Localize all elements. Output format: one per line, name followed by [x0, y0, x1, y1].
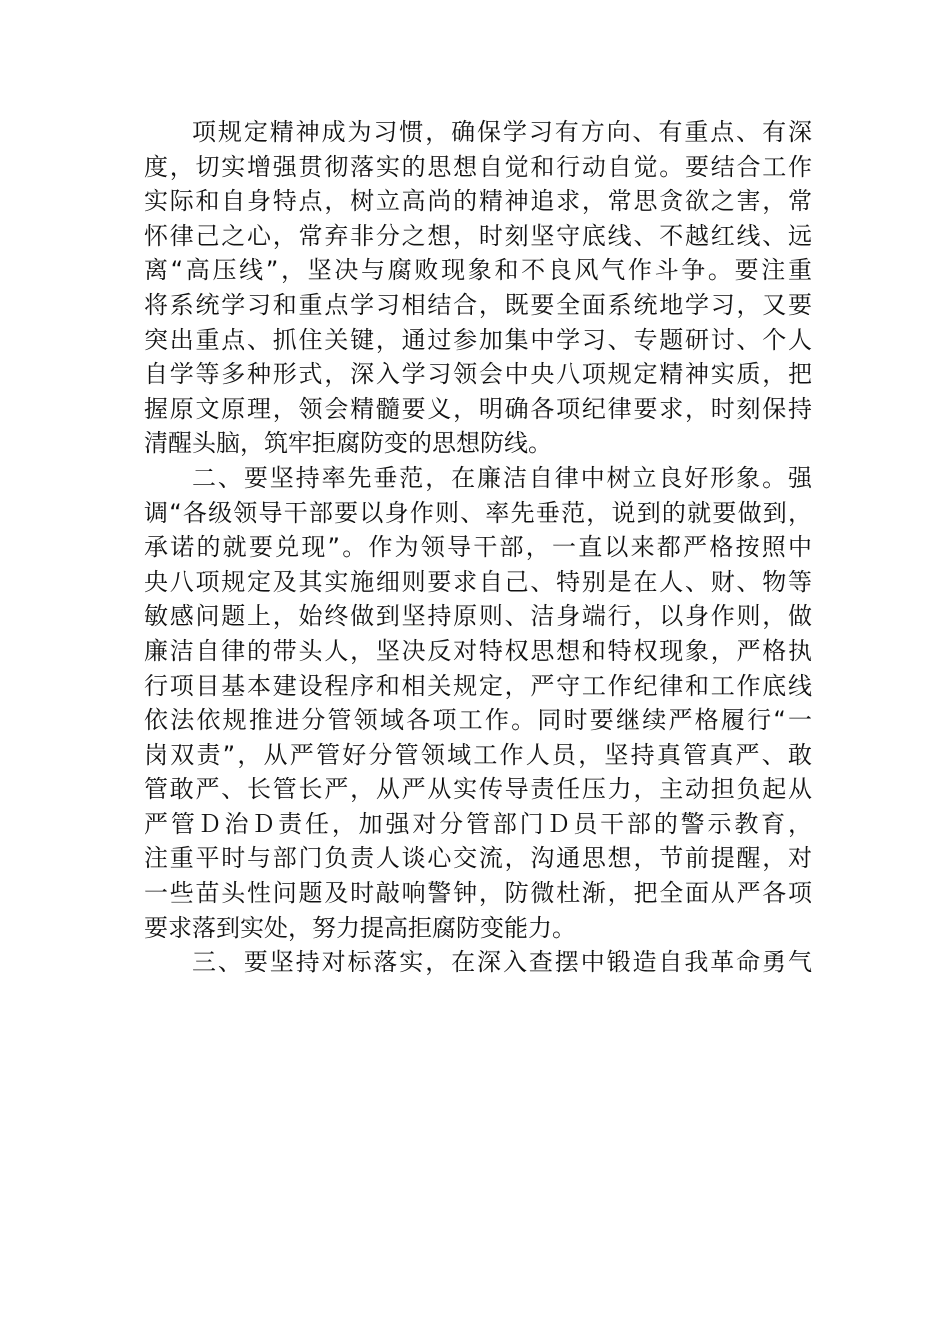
text-line: 将系统学习和重点学习相结合，既要全面系统地学习，又要 — [144, 290, 812, 319]
text-line: 怀律己之心，常弃非分之想，时刻坚守底线、不越红线、远 — [144, 221, 812, 250]
text-line: 要求落到实处，努力提高拒腐防变能力。 — [144, 913, 576, 942]
text-line: 握原文原理，领会精髓要义，明确各项纪律要求，时刻保持 — [144, 394, 812, 423]
text-line: 管敢严、长管长严，从严从实传导责任压力，主动担负起从 — [144, 775, 812, 804]
text-line: 承诺的就要兑现”。作为领导干部，一直以来都严格按照中 — [144, 533, 812, 562]
text-line: 央八项规定及其实施细则要求自己、特别是在人、财、物等 — [144, 567, 812, 596]
text-line: 敏感问题上，始终做到坚持原则、洁身端行，以身作则，做 — [144, 602, 812, 631]
text-line: 度，切实增强贯彻落实的思想自觉和行动自觉。要结合工作 — [144, 152, 812, 181]
text-line: 一些苗头性问题及时敲响警钟，防微杜渐，把全面从严各项 — [144, 879, 812, 908]
text-line: 离“高压线”，坚决与腐败现象和不良风气作斗争。要注重 — [144, 256, 812, 285]
text-line: 调“各级领导干部要以身作则、率先垂范，说到的就要做到， — [144, 498, 812, 527]
text-line: 突出重点、抓住关键，通过参加集中学习、专题研讨、个人 — [144, 325, 812, 354]
text-line: 三、要坚持对标落实，在深入查摆中锻造自我革命勇气 — [192, 948, 812, 977]
text-line: 自学等多种形式，深入学习领会中央八项规定精神实质，把 — [144, 360, 812, 389]
text-line: 清醒头脑，筑牢拒腐防变的思想防线。 — [144, 429, 552, 458]
text-line: 注重平时与部门负责人谈心交流，沟通思想，节前提醒，对 — [144, 844, 812, 873]
text-line: 二、要坚持率先垂范，在廉洁自律中树立良好形象。强 — [192, 463, 812, 492]
text-line: 廉洁自律的带头人，坚决反对特权思想和特权现象，严格执 — [144, 636, 812, 665]
text-line: 实际和自身特点，树立高尚的精神追求，常思贪欲之害，常 — [144, 187, 812, 216]
document-body — [144, 115, 812, 980]
text-line: 依法依规推进分管领域各项工作。同时要继续严格履行“一 — [144, 706, 812, 735]
text-line: 严管Ｄ治Ｄ责任，加强对分管部门Ｄ员干部的警示教育， — [144, 809, 812, 838]
text-line: 项规定精神成为习惯，确保学习有方向、有重点、有深 — [192, 118, 812, 146]
text-line: 行项目基本建设程序和相关规定，严守工作纪律和工作底线 — [144, 671, 812, 700]
text-line: 岗双责”，从严管好分管领域工作人员，坚持真管真严、敢 — [144, 740, 812, 769]
